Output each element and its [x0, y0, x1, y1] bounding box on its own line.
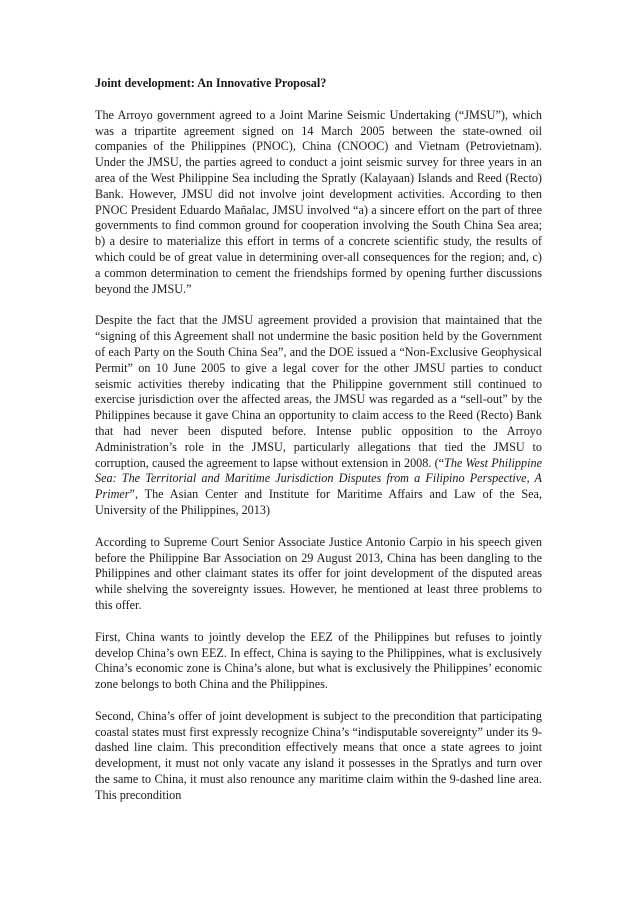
paragraph-jmsu-controversy	[95, 313, 542, 518]
paragraph-first-problem: First, China wants to jointly develop the EEZ of the Philippines but refuses to jointly develop China’s own EEZ. In effect, China is saying to the Philippines, what is exclusively China’s economic zone is China’s alone, but what is exclusively the Philippines’ economic zone belongs to both China and the Philippines.	[95, 629, 542, 692]
paragraph-second-problem: Second, China’s offer of joint development is subject to the precondition that participating coastal states must first expressly recognize China’s “indisputable sovereignty” under its 9-dashed line claim. This precondition effectively means that once a state agrees to joint development, it must not only vacate any island it possesses in the Spratlys and turn over the same to China, it must also renounce any maritime claim within the 9-dashed line area. This precondition	[95, 708, 542, 802]
paragraph-jmsu-overview: The Arroyo government agreed to a Joint Marine Seismic Undertaking (“JMSU”), which was a tripartite agreement signed on 14 March 2005 between the state-owned oil companies of the Philippines (PNOC), China (CNOOC) and Vietnam (Petrovietnam). Under the JMSU, the parties agreed to conduct a joint seismic survey for three years in an area of the West Philippine Sea including the Spratly (Kalayaan) Islands and Reed (Recto) Bank. However, JMSU did not involve joint development activities. According to then PNOC President Eduardo Mañalac, JMSU involved “a) a sincere effort on the part of three governments to find common ground for cooperation involving the South China Sea area; b) a desire to materialize this effort in terms of a concrete scientific study, the results of which could be of great value in determining over-all consequences for the region; and, c) a common determination to cement the friendships formed by opening further discussions beyond the JMSU.”	[95, 107, 542, 296]
document-heading: Joint development: An Innovative Proposal?	[95, 76, 327, 90]
document-page	[95, 76, 542, 820]
paragraph-carpio-speech: According to Supreme Court Senior Associate Justice Antonio Carpio in his speech given before the Philippine Bar Association on 29 August 2013, China has been dangling to the Philippines and other claimant states its offer for joint development of the disputed areas while shelving the sovereignty issues. However, he mentioned at least three problems to this offer.	[95, 534, 542, 612]
citation-source: ”, The Asian Center and Institute for Maritime Affairs and Law of the Sea, University of the Philippines, 2013)	[95, 487, 542, 517]
citation-title: The West Philippine Sea: The Territorial and Maritime Jurisdiction Disputes from a Filipino Perspective, A Primer	[95, 455, 542, 502]
paragraph-text: Despite the fact that the JMSU agreement provided a provision that maintained that the “signing of this Agreement shall not undermine the basic position held by the Government of each Party on the South China Sea”, and the DOE issued a “Non-Exclusive Geophysical Permit” on 10 June 2005 to give a legal cover for the other JMSU parties to conduct seismic activities thereby indicating that the Philippine government still continued to exercise jurisdiction over the affected areas, the JMSU was regarded as a “sell-out” by the Philippines because it gave China an opportunity to claim access to the Reed (Recto) Bank that had never been disputed before. Intense public opposition to the Arroyo Administration’s role in the JMSU, particularly allegations that tied the JMSU to corruption, caused the agreement to lapse without extension in 2008. (“	[95, 313, 542, 470]
